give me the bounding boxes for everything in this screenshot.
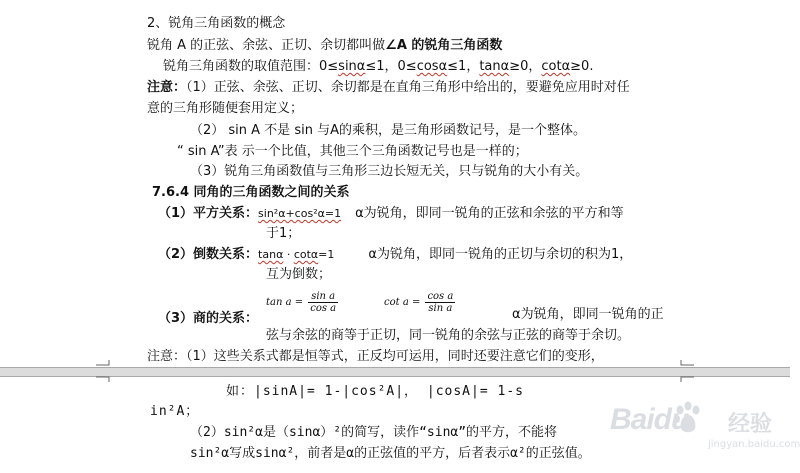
- watermark-url: jingyan.baidu.com: [708, 439, 800, 450]
- reciprocal-label: （2）倒数关系：: [158, 247, 259, 262]
- square-text-b: 于1；: [266, 226, 301, 241]
- cot-fraction: [425, 291, 455, 314]
- page2-line4: sin²α写成sinα²，前者是α的正弦值的平方，后者表示α²的正弦值。: [190, 446, 591, 461]
- page-corner-mark-left: [96, 360, 110, 366]
- tan-fraction: [308, 291, 338, 314]
- range-cos: cosα: [416, 59, 448, 74]
- definition-bold: ∠A 的锐角三角函数: [385, 38, 503, 53]
- recip-cot: cotα: [293, 248, 319, 261]
- range-prefix: 锐角三角函数的取值范围：0≤: [163, 59, 339, 74]
- range-tan: tanα: [479, 59, 510, 74]
- tan-numerator: sin a: [308, 291, 338, 303]
- watermark-logo: Baidu: [610, 403, 689, 436]
- page2-line3: （2）sin²α是（sinα）²的简写，读作“sinα”的平方，不能将: [190, 425, 558, 440]
- cot-lhs: cot a =: [384, 297, 421, 308]
- page-break: [0, 367, 790, 377]
- quotient-text-b: 弦与余弦的商等于正切，同一锐角的余弦与正弦的商等于余切。: [266, 328, 631, 343]
- quotient-text-a: α为锐角，即同一锐角的正: [512, 307, 664, 322]
- page2-line1: 如：|sinA|= 1-|cos²A|， |cosA|= 1-s: [226, 384, 524, 399]
- note3-line: （3）锐角三角函数值与三角形三边长短无关，只与锐角的大小有关。: [190, 164, 589, 179]
- tan-denominator: cos a: [310, 303, 337, 314]
- range-mid3: ≥0，: [509, 59, 542, 74]
- reciprocal-relation-line: [158, 246, 632, 263]
- section764-heading: 7.6.4 同角的三角函数之间的关系: [152, 185, 350, 200]
- note1-text-a: （1）正弦、余弦、正切、余切都是在直角三角形中给出的，要避免应用时对任: [186, 80, 630, 95]
- cot-numerator: cos a: [427, 291, 454, 302]
- page-corner-mark-left-2: [96, 376, 110, 382]
- recip-tan: tanα: [258, 248, 284, 261]
- reciprocal-text-a: α为锐角，即同一锐角的正切与余切的积为1，: [368, 247, 633, 262]
- range-end: ≥0.: [570, 59, 594, 74]
- note2-line: （2） sin A 不是 sin 与A的乘积，是三角形函数记号，是一个整体。: [190, 123, 586, 138]
- page-corner-mark-right: [680, 360, 694, 366]
- square-label: （1）平方关系：: [158, 206, 259, 221]
- definition-prefix: 锐角 A 的正弦、余弦、正切、余切都叫做: [147, 38, 386, 53]
- square-text-a: α为锐角，即同一锐角的正弦和余弦的平方和等: [355, 206, 624, 221]
- baidu-watermark: [610, 395, 800, 465]
- section2-heading: 2、锐角三角函数的概念: [147, 16, 286, 31]
- definition-line: [147, 37, 502, 54]
- square-formula: sin²α+cos²α=1: [258, 207, 342, 220]
- range-cot: cotα: [541, 59, 571, 74]
- recip-dot: ·: [283, 248, 294, 261]
- note1-line-a: [147, 79, 630, 96]
- tan-lhs: tan a =: [266, 297, 304, 308]
- range-line: [163, 58, 593, 75]
- watermark-text: 经验: [728, 412, 773, 437]
- range-sin: sinα: [338, 59, 366, 74]
- note-line: 注意：（1）这些关系式都是恒等式，正反均可运用，同时还要注意它们的变形，: [147, 349, 604, 364]
- note2b-line: “ sin A”表 示一个比值，其他三个三角函数记号也是一样的；: [177, 144, 528, 159]
- quotient-label: （3）商的关系：: [158, 311, 259, 326]
- recip-eq: =1: [318, 248, 335, 261]
- square-relation-line: [158, 205, 624, 222]
- tan-formula: [266, 291, 338, 314]
- cot-formula: [384, 291, 455, 314]
- range-mid2: ≤1，: [447, 59, 480, 74]
- cot-denominator: sin a: [428, 303, 453, 314]
- page-corner-mark-right-2: [680, 376, 694, 382]
- reciprocal-text-b: 互为倒数；: [266, 267, 332, 282]
- page2-line2: in²A；: [150, 404, 200, 419]
- note-label: 注意：: [147, 80, 187, 95]
- range-mid1: ≤1，0≤: [365, 59, 417, 74]
- note1-line-b: 意的三角形随便套用定义；: [147, 101, 304, 116]
